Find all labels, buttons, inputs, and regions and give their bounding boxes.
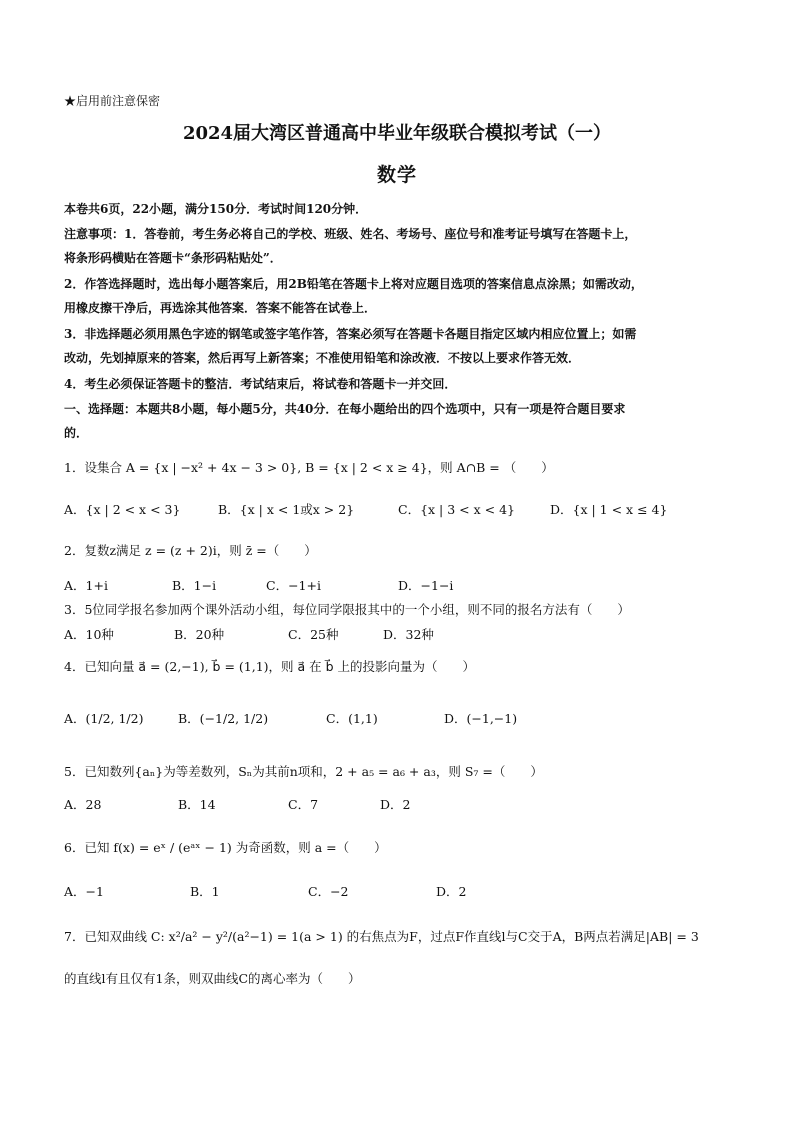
instruction-2b: 用橡皮擦干净后，再选涂其他答案．答案不能答在试卷上． xyxy=(64,301,377,315)
question-6-option-b: B．1 xyxy=(190,884,220,899)
question-1-option-c: C．{x | 3 < x < 4} xyxy=(398,502,515,517)
question-4-option-d: D．(−1,−1) xyxy=(444,711,518,726)
section-heading-b: 的． xyxy=(64,426,89,440)
question-6-stem: 6．已知 f(x) = eˣ / (eᵃˣ − 1) 为奇函数，则 a =（ ） xyxy=(64,840,387,855)
question-6-option-a: A．−1 xyxy=(64,884,104,899)
instruction-3a: 3．非选择题必须用黑色字迹的钢笔或签字笔作答，答案必须写在答题卡各题目指定区域内相应位置上；如需 xyxy=(64,327,637,341)
question-1-stem: 1．设集合 A = {x | −x² + 4x − 3 > 0}, B = {x | 2 < x ≥ 4}，则 A∩B = （ ） xyxy=(64,460,554,475)
question-4-option-c: C．(1,1) xyxy=(326,711,378,726)
section-heading-a: 一、选择题：本题共8小题，每小题5分，共40分．在每小题给出的四个选项中，只有一项是符合题目要求 xyxy=(64,402,626,416)
question-3-stem: 3．5位同学报名参加两个课外活动小组，每位同学限报其中的一个小组，则不同的报名方法有（ ） xyxy=(64,602,630,617)
question-1-option-a: A．{x | 2 < x < 3} xyxy=(64,502,181,517)
exam-title: 2024届大湾区普通高中毕业年级联合模拟考试（一） xyxy=(182,123,612,144)
question-2-option-b: B．1−i xyxy=(172,578,217,593)
question-5-option-a: A．28 xyxy=(64,797,102,812)
exam-intro: 本卷共6页，22小题，满分150分．考试时间120分钟． xyxy=(64,202,368,216)
question-3-option-b: B．20种 xyxy=(174,627,225,642)
question-6-option-d: D．2 xyxy=(436,884,467,899)
question-2-option-c: C．−1+i xyxy=(266,578,321,593)
question-5-option-b: B．14 xyxy=(178,797,216,812)
question-3-option-c: C．25种 xyxy=(288,627,339,642)
question-2-option-a: A．1+i xyxy=(64,578,108,593)
question-1-option-d: D．{x | 1 < x ≤ 4} xyxy=(550,502,668,517)
instruction-2a: 2．作答选择题时，选出每小题答案后，用2B铅笔在答题卡上将对应题目选项的答案信息点涂黑；如需改动， xyxy=(64,277,643,291)
subject-title: 数学 xyxy=(376,164,417,186)
question-6-option-c: C．−2 xyxy=(308,884,349,899)
instruction-1b: 将条形码横贴在答题卡“条形码粘贴处”． xyxy=(64,251,282,265)
instruction-3b: 改动，先划掉原来的答案，然后再写上新答案；不准使用铅笔和涂改液．不按以上要求作答无效． xyxy=(64,351,581,365)
question-2-option-d: D．−1−i xyxy=(398,578,454,593)
question-4-option-b: B．(−1/2, 1/2) xyxy=(178,711,269,726)
question-7-stem-line1: 7．已知双曲线 C: x²/a² − y²/(a²−1) = 1(a > 1) 的右焦点为F，过点F作直线l与C交于A，B两点若满足|AB| = 3 xyxy=(64,929,699,944)
instruction-1a: 注意事项：1．答卷前，考生务必将自己的学校、班级、姓名、考场号、座位号和准考证号填写在答题卡上， xyxy=(64,227,637,241)
question-3-option-a: A．10种 xyxy=(64,627,114,642)
question-4-stem: 4．已知向量 a⃗ = (2,−1), b⃗ = (1,1)，则 a⃗ 在 b⃗ 上的投影向量为（ ） xyxy=(64,659,476,674)
question-5-stem: 5．已知数列{aₙ}为等差数列，Sₙ为其前n项和，2 + a₅ = a₆ + a₃，则 S₇ =（ ） xyxy=(64,764,543,779)
question-2-stem: 2．复数z满足 z = (z + 2)i，则 z̄ =（ ） xyxy=(64,543,317,558)
question-5-option-d: D．2 xyxy=(380,797,411,812)
question-5-option-c: C．7 xyxy=(288,797,319,812)
question-7-stem-line2: 的直线l有且仅有1条，则双曲线C的离心率为（ ） xyxy=(64,971,361,986)
instruction-4: 4．考生必须保证答题卡的整洁．考试结束后，将试卷和答题卡一并交回． xyxy=(64,377,457,391)
question-1-option-b: B．{x | x < 1或x > 2} xyxy=(218,502,355,517)
question-3-option-d: D．32种 xyxy=(383,627,434,642)
question-4-option-a: A．(1/2, 1/2) xyxy=(64,711,144,726)
confidential-note: ★启用前注意保密 xyxy=(64,94,161,108)
